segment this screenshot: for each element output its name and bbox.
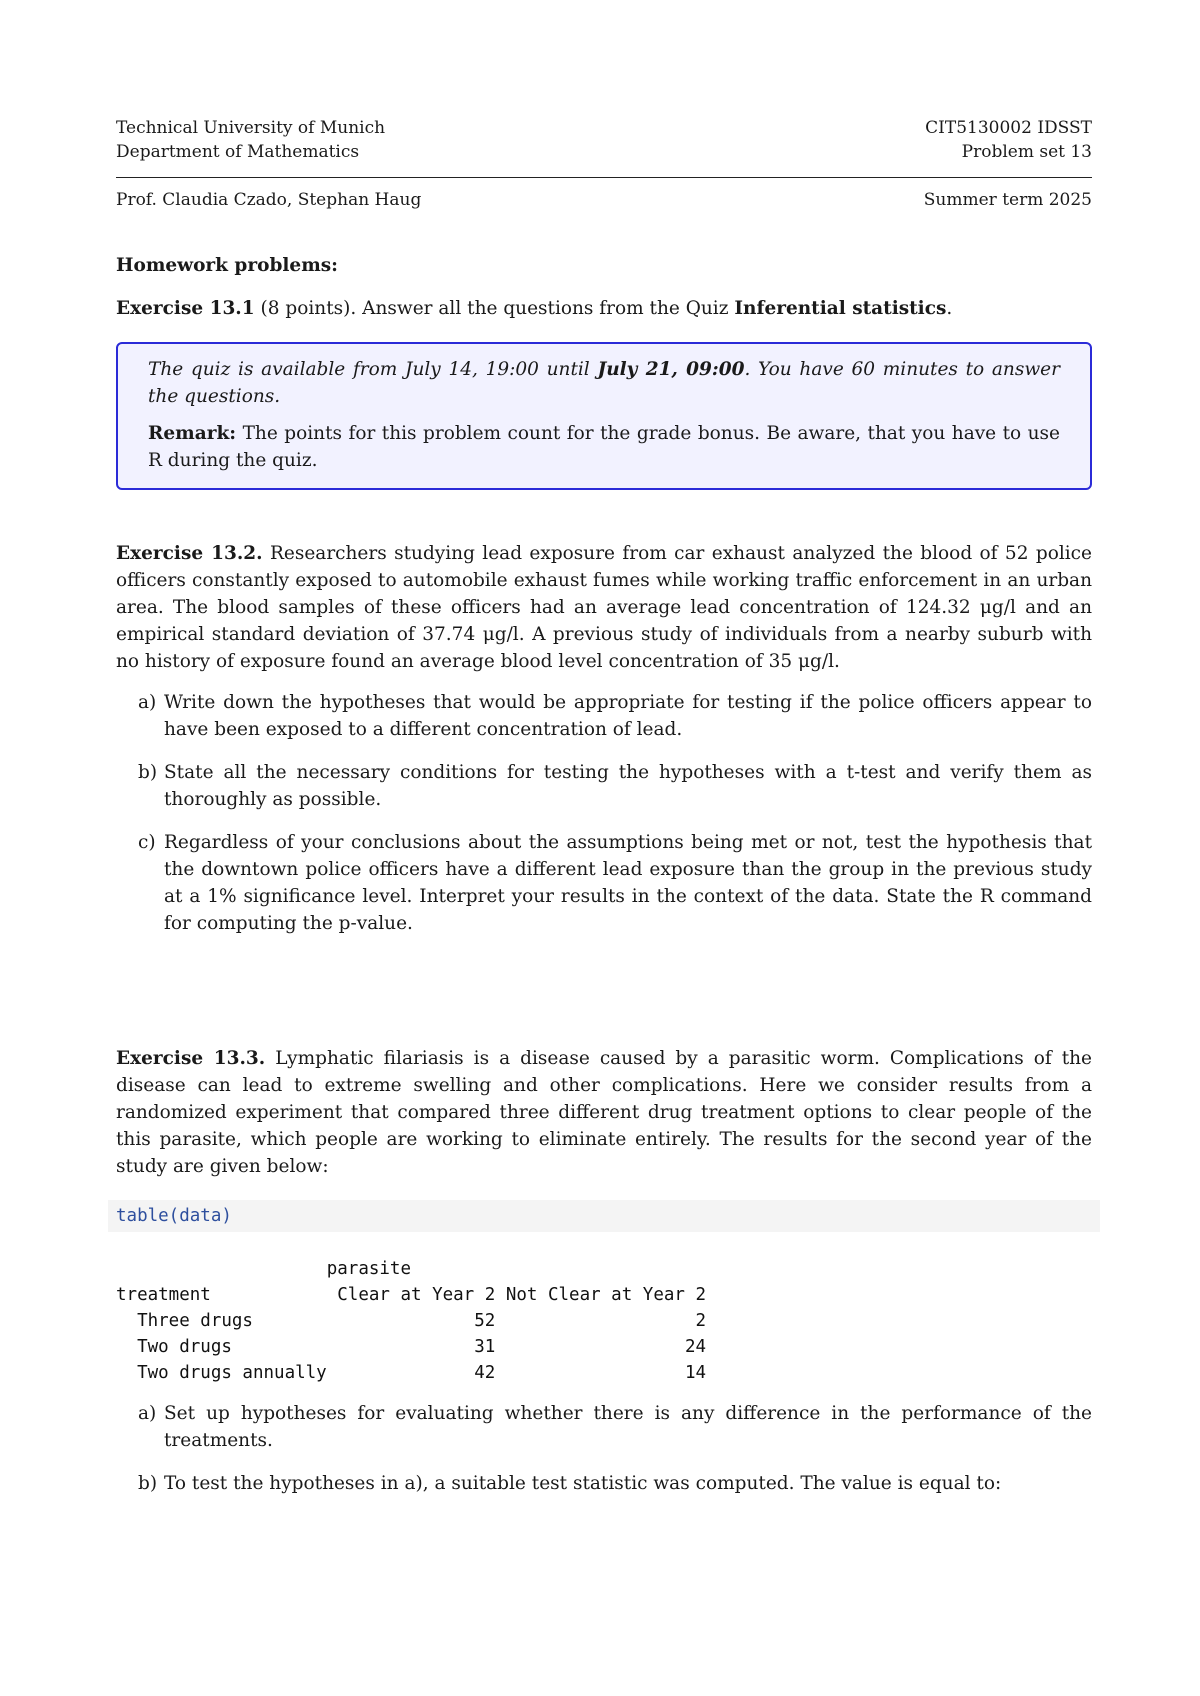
header-row-1 xyxy=(116,116,1092,140)
ex3-title: Exercise 13.3. xyxy=(116,1048,266,1069)
item-text: Set up hypotheses for evaluating whether there is any difference in the performance of the treatments. xyxy=(164,1403,1092,1451)
header-row-2 xyxy=(116,140,1092,164)
remark-text: The points for this problem count for the grade bonus. Be aware, that you have to use R during the quiz. xyxy=(148,423,1060,471)
list-item xyxy=(116,1400,1092,1454)
ex1-text: Answer all the questions from the Quiz xyxy=(362,298,729,319)
list-item xyxy=(116,1470,1092,1497)
ex1-title: Exercise 13.1 xyxy=(116,298,255,319)
problem-set-label: Problem set 13 xyxy=(961,142,1092,162)
course-code: CIT5130002 IDSST xyxy=(925,118,1092,138)
quiz-remark xyxy=(148,420,1060,474)
quiz-deadline: July 21, 09:00 xyxy=(597,359,745,380)
quiz-availability xyxy=(148,356,1060,410)
department-name: Department of Mathematics xyxy=(116,142,360,162)
ex1-points: (8 points). xyxy=(260,298,357,319)
header-divider xyxy=(116,177,1092,178)
ex3-text: Lymphatic filariasis is a disease caused by a parasitic worm. Complications of the disease can lead to extreme swelling and other complications. Here we consider results from a randomized experiment that compared three different drug treatment options to clear people of the this parasite, which people are working to eliminate entirely. The results for the second year of the study are given below: xyxy=(116,1048,1092,1177)
item-label: a) xyxy=(138,1403,157,1424)
university-name: Technical University of Munich xyxy=(116,118,386,138)
document-page xyxy=(116,116,1092,1513)
exercise-13-3 xyxy=(116,1045,1092,1180)
remark-label: Remark: xyxy=(148,423,237,444)
item-label: b) xyxy=(138,762,158,783)
quiz-avail-text-1: The quiz is available from July 14, 19:00 until xyxy=(148,359,590,380)
ex3-subquestions xyxy=(116,1400,1092,1497)
list-item xyxy=(116,759,1092,813)
quiz-info-box xyxy=(116,342,1092,490)
item-text: Write down the hypotheses that would be appropriate for testing if the police officers appear to have been exposed to a different concentration of lead. xyxy=(164,692,1092,740)
section-title: Homework problems: xyxy=(116,255,339,276)
header-row-3 xyxy=(116,188,1092,212)
item-label: c) xyxy=(138,832,156,853)
exercise-13-2 xyxy=(116,540,1092,675)
professors: Prof. Claudia Czado, Stephan Haug xyxy=(116,190,422,210)
term-label: Summer term 2025 xyxy=(923,190,1092,210)
r-code-block: table(data) xyxy=(108,1200,1100,1232)
item-text: To test the hypotheses in a), a suitable test statistic was computed. The value is equal to: xyxy=(164,1473,1002,1494)
ex2-subquestions xyxy=(116,689,1092,937)
item-label: a) xyxy=(138,692,157,713)
list-item xyxy=(116,689,1092,743)
exercise-13-1 xyxy=(116,295,1092,322)
item-text: Regardless of your conclusions about the assumptions being met or not, test the hypothesis that the downtown police officers have a different lead exposure than the group in the previous study at a 1% significance level. Interpret your results in the context of the data. State the R command for computing the p-value. xyxy=(164,832,1092,934)
item-text: State all the necessary conditions for testing the hypotheses with a t-test and verify them as thoroughly as possible. xyxy=(164,762,1092,810)
ex1-quiz-name: Inferential statistics xyxy=(734,298,947,319)
ex2-text: Researchers studying lead exposure from car exhaust analyzed the blood of 52 police officers constantly exposed to automobile exhaust fumes while working traffic enforcement in an urban area. The blood samples of these officers had an average lead concentration of 124.32 μg/l and an empirical standard deviation of 37.74 μg/l. A previous study of individuals from a nearby suburb with no history of exposure found an average blood level concentration of 35 μg/l. xyxy=(116,543,1092,672)
item-label: b) xyxy=(138,1473,158,1494)
ex2-title: Exercise 13.2. xyxy=(116,543,263,564)
quiz-avail-text-2: . You have 60 minutes to answer the questions. xyxy=(148,359,1060,407)
list-item xyxy=(116,829,1092,937)
r-output-table: parasite treatment Clear at Year 2 Not Clear at Year 2 Three drugs 52 2 Two drugs 31 24 Two drugs annually 42 14 xyxy=(116,1259,707,1383)
ex1-text-end: . xyxy=(946,298,953,319)
